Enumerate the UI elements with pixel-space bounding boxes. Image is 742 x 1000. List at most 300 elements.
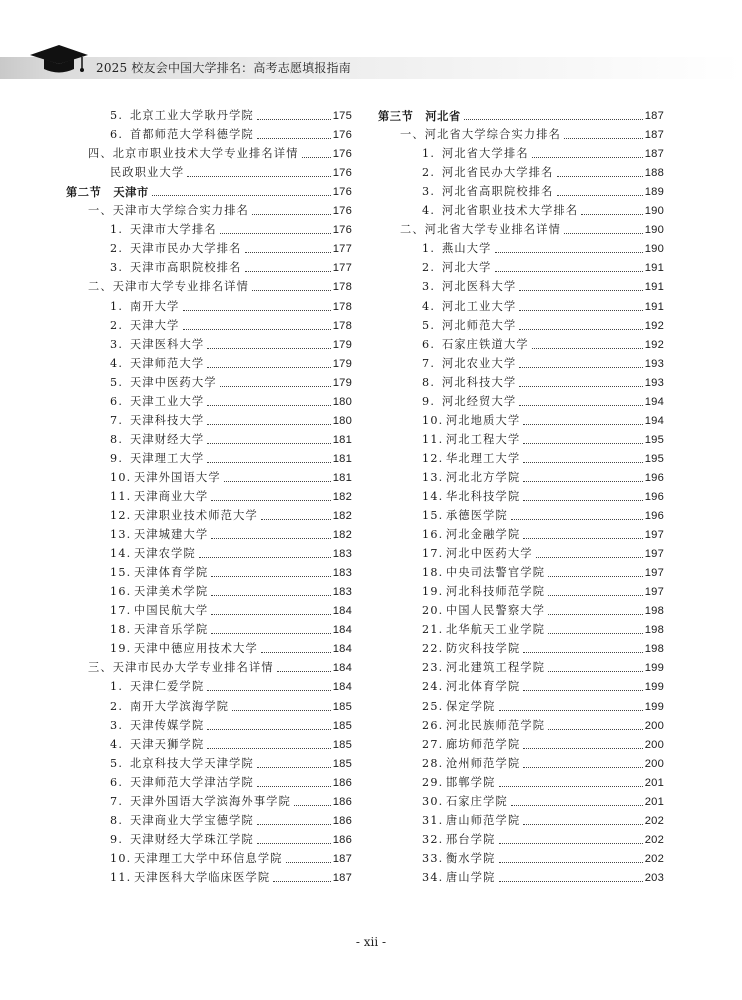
toc-entry-label: 天津市高职院校排名 <box>130 261 242 275</box>
toc-entry-label: 天津仁爱学院 <box>130 680 205 694</box>
toc-entry-number: 13. <box>110 528 132 542</box>
toc-entry-title <box>66 852 283 866</box>
toc-entry-number: 8. <box>110 813 124 827</box>
dot-leader <box>273 881 330 882</box>
toc-page-number: 200 <box>644 719 664 732</box>
toc-entry-label: 北京工业大学耿丹学院 <box>130 109 254 123</box>
toc-page-number: 185 <box>332 700 352 713</box>
toc-page-number: 177 <box>332 262 352 275</box>
toc-page-number: 184 <box>332 624 352 637</box>
toc-entry <box>378 847 664 866</box>
toc-entry <box>66 694 352 713</box>
toc-entry-label: 天津师范大学津沽学院 <box>130 775 254 789</box>
toc-entry-label: 河北农业大学 <box>442 356 517 370</box>
toc-entry-number: 34. <box>422 870 444 884</box>
toc-page-number: 182 <box>332 490 352 503</box>
toc-entry-title <box>378 109 461 123</box>
dot-leader <box>207 690 330 691</box>
toc-entry-number: 4. <box>110 737 124 751</box>
dot-leader <box>523 690 642 691</box>
toc-page-number: 181 <box>332 433 352 446</box>
dot-leader <box>499 843 643 844</box>
toc-entry-label: 河北省大学专业排名详情 <box>424 223 562 237</box>
toc-entry-title <box>378 223 561 237</box>
toc-page-number: 176 <box>332 148 352 161</box>
toc-entry <box>378 199 664 218</box>
toc-entry-number: 三、 <box>88 661 113 675</box>
toc-entry-number: 8. <box>110 432 124 446</box>
toc-entry-label: 河北民族师范学院 <box>446 718 546 732</box>
toc-entry <box>66 847 352 866</box>
toc-page-number: 193 <box>644 376 664 389</box>
toc-entry-label: 天津市民办大学专业排名详情 <box>112 661 274 675</box>
dot-leader <box>261 652 331 653</box>
toc-entry-label: 燕山大学 <box>442 242 492 256</box>
dot-leader <box>286 862 331 863</box>
toc-entry-number: 19. <box>110 642 132 656</box>
dot-leader <box>523 748 642 749</box>
toc-entry-number: 12. <box>110 509 132 523</box>
dot-leader <box>183 329 331 330</box>
toc-page-number: 186 <box>332 795 352 808</box>
toc-entry-label: 河北工程大学 <box>446 432 521 446</box>
dot-leader <box>207 405 330 406</box>
toc-entry-title <box>66 376 217 390</box>
toc-entry-label: 天津工业大学 <box>130 394 205 408</box>
toc-entry-title <box>378 509 508 523</box>
toc-entry-number: 1. <box>110 680 124 694</box>
dot-leader <box>548 595 643 596</box>
toc-entry <box>378 580 664 599</box>
toc-entry-number: 3. <box>422 280 436 294</box>
toc-entry-title <box>378 852 496 866</box>
toc-entry-title <box>378 433 520 447</box>
toc-entry-number: 14. <box>422 489 444 503</box>
toc-page-number: 180 <box>332 414 352 427</box>
dot-leader <box>523 767 642 768</box>
toc-entry-number: 13. <box>422 470 444 484</box>
toc-entry-number: 11. <box>422 432 444 446</box>
dot-leader <box>548 729 643 730</box>
toc-page-number: 199 <box>644 681 664 694</box>
toc-entry <box>378 104 664 123</box>
toc-entry-number: 3. <box>110 337 124 351</box>
dot-leader <box>277 671 331 672</box>
toc-entry-label: 南开大学滨海学院 <box>130 699 230 713</box>
toc-entry-title <box>378 261 492 275</box>
toc-entry-number: 7. <box>422 356 436 370</box>
toc-entry-title <box>66 452 204 466</box>
toc-entry-label: 河北科技大学 <box>442 375 517 389</box>
toc-entry-number: 4. <box>422 204 436 218</box>
toc-entry-number: 28. <box>422 756 444 770</box>
toc-entry-label: 河北医科大学 <box>442 280 517 294</box>
dot-leader <box>257 824 331 825</box>
toc-entry-number: 4. <box>422 299 436 313</box>
toc-entry-number: 1. <box>110 299 124 313</box>
toc-page-number: 195 <box>644 433 664 446</box>
toc-entry-title <box>66 776 254 790</box>
toc-entry-label: 天津天狮学院 <box>130 737 205 751</box>
dot-leader <box>499 710 643 711</box>
toc-page-number: 184 <box>332 662 352 675</box>
dot-leader <box>536 557 643 558</box>
toc-entry <box>378 485 664 504</box>
toc-entry-title <box>66 661 274 675</box>
toc-entry-title <box>378 376 516 390</box>
toc-entry-number: 18. <box>110 623 132 637</box>
toc-entry-label: 天津市大学专业排名详情 <box>112 280 250 294</box>
dot-leader <box>548 614 643 615</box>
toc-page-number: 179 <box>332 376 352 389</box>
toc-entry-title <box>66 414 204 428</box>
toc-entry-label: 河北省高职院校排名 <box>442 185 554 199</box>
toc-entry-label: 河北省职业技术大学排名 <box>442 204 579 218</box>
toc-entry-number: 3. <box>422 185 436 199</box>
toc-entry <box>66 733 352 752</box>
dot-leader <box>557 195 643 196</box>
toc-left-column <box>66 104 352 885</box>
toc-page-number: 187 <box>332 871 352 884</box>
dot-leader <box>211 576 330 577</box>
toc-page-number: 198 <box>644 643 664 656</box>
toc-page-number: 190 <box>644 205 664 218</box>
dot-leader <box>523 500 642 501</box>
toc-entry-number: 3. <box>110 261 124 275</box>
toc-entry-number: 5. <box>110 375 124 389</box>
toc-entry <box>66 714 352 733</box>
toc-entry <box>66 504 352 523</box>
toc-entry-label: 天津医科大学临床医学院 <box>134 870 271 884</box>
toc-page-number: 176 <box>332 167 352 180</box>
toc-entry <box>378 752 664 771</box>
toc-entry-number: 9. <box>110 832 124 846</box>
toc-page-number: 198 <box>644 605 664 618</box>
toc-entry <box>66 294 352 313</box>
toc-page-number: 176 <box>332 224 352 237</box>
dot-leader <box>220 386 331 387</box>
toc-entry-title <box>378 204 578 218</box>
toc-page-number: 184 <box>332 605 352 618</box>
toc-entry-title <box>66 433 204 447</box>
dot-leader <box>523 824 642 825</box>
toc-page-number: 176 <box>332 205 352 218</box>
toc-entry-title <box>378 814 520 828</box>
dot-leader <box>199 557 331 558</box>
toc-entry-title <box>66 166 184 180</box>
toc-entry-title <box>66 604 208 618</box>
toc-page-number: 196 <box>644 471 664 484</box>
toc-entry-number: 6. <box>110 394 124 408</box>
toc-entry <box>66 352 352 371</box>
toc-page-number: 181 <box>332 452 352 465</box>
toc-entry-label: 天津师范大学 <box>130 356 205 370</box>
toc-entry-label: 河北省大学综合实力排名 <box>424 128 562 142</box>
toc-entry-title <box>66 490 208 504</box>
dot-leader <box>211 614 330 615</box>
toc-right-column <box>378 104 664 885</box>
toc-entry-number: 二、 <box>88 280 113 294</box>
toc-entry-label: 北京科技大学天津学院 <box>130 756 254 770</box>
toc-entry-label: 沧州师范学院 <box>446 756 521 770</box>
toc-entry-title <box>66 509 258 523</box>
toc-page-number: 183 <box>332 586 352 599</box>
toc-page-number: 199 <box>644 662 664 675</box>
toc-page-number: 182 <box>332 529 352 542</box>
toc-entry <box>66 675 352 694</box>
toc-entry <box>378 790 664 809</box>
toc-entry-title <box>378 547 533 561</box>
toc-entry-label: 天津传媒学院 <box>130 718 205 732</box>
toc-entry <box>378 333 664 352</box>
toc-entry-label: 天津市 <box>113 185 149 200</box>
dot-leader <box>152 195 331 196</box>
dot-leader <box>232 710 331 711</box>
toc-entry-title <box>378 185 554 199</box>
toc-entry <box>378 294 664 313</box>
toc-entry-title <box>378 300 516 314</box>
toc-entry-number: 4. <box>110 356 124 370</box>
toc-entry-title <box>66 338 204 352</box>
toc-entry-label: 民政职业大学 <box>110 166 185 180</box>
toc-entry-title <box>378 357 516 371</box>
toc-entry-label: 天津财经大学珠江学院 <box>130 832 254 846</box>
toc-entry-title <box>66 642 258 656</box>
toc-page-number: 187 <box>332 852 352 865</box>
toc-page-number: 196 <box>644 490 664 503</box>
dot-leader <box>207 748 330 749</box>
toc-entry-number: 6. <box>422 337 436 351</box>
toc-entry <box>66 523 352 542</box>
toc-entry-title <box>378 414 520 428</box>
toc-entry-label: 邢台学院 <box>446 832 496 846</box>
toc-entry <box>66 180 352 199</box>
toc-entry-number: 11. <box>110 489 132 503</box>
toc-page-number: 198 <box>644 624 664 637</box>
toc-entry <box>66 561 352 580</box>
toc-entry-number: 二、 <box>400 223 425 237</box>
toc-entry-label: 河北经贸大学 <box>442 394 517 408</box>
toc-entry <box>378 275 664 294</box>
dot-leader <box>464 119 643 120</box>
toc-entry-label: 天津美术学院 <box>134 585 209 599</box>
toc-entry-number: 17. <box>422 547 444 561</box>
toc-entry <box>66 237 352 256</box>
toc-page-number: 183 <box>332 548 352 561</box>
toc-entry-label: 天津职业技术师范大学 <box>134 509 258 523</box>
toc-entry-number: 6. <box>110 775 124 789</box>
toc-entry-number: 3. <box>110 718 124 732</box>
toc-entry <box>66 580 352 599</box>
toc-entry-title <box>66 280 249 294</box>
dot-leader <box>302 157 331 158</box>
toc-entry-label: 承德医学院 <box>446 509 508 523</box>
toc-page-number: 192 <box>644 319 664 332</box>
toc-page-number: 202 <box>644 852 664 865</box>
dot-leader <box>499 881 643 882</box>
toc-entry <box>378 466 664 485</box>
dot-leader <box>252 214 331 215</box>
toc-entry-title <box>378 738 520 752</box>
toc-entry-title <box>66 871 270 885</box>
toc-page-number: 185 <box>332 738 352 751</box>
toc-entry-title <box>66 242 242 256</box>
toc-entry-title <box>378 319 516 333</box>
toc-entry-number: 6. <box>110 128 124 142</box>
toc-entry-title <box>378 757 520 771</box>
toc-entry-title <box>66 623 208 637</box>
toc-entry-label: 河北中医药大学 <box>446 547 533 561</box>
toc-entry-title <box>66 566 208 580</box>
toc-entry-title <box>378 661 545 675</box>
toc-entry-label: 河北大学 <box>442 261 492 275</box>
toc-entry-label: 河北省大学排名 <box>442 147 529 161</box>
toc-page-number: 186 <box>332 776 352 789</box>
toc-page-number: 187 <box>644 148 664 161</box>
toc-entry-number: 8. <box>422 375 436 389</box>
dot-leader <box>207 462 330 463</box>
toc-entry <box>66 447 352 466</box>
toc-entry-number: 15. <box>110 566 132 580</box>
dot-leader <box>523 443 642 444</box>
toc-entry <box>378 123 664 142</box>
toc-entry-label: 华北理工大学 <box>446 451 521 465</box>
toc-page-number: 182 <box>332 510 352 523</box>
toc-page-number: 194 <box>644 414 664 427</box>
toc-entry <box>66 752 352 771</box>
toc-entry-label: 邯郸学院 <box>446 775 496 789</box>
toc-page-number: 201 <box>644 795 664 808</box>
toc-entry-label: 河北体育学院 <box>446 680 521 694</box>
toc-entry-title <box>378 490 520 504</box>
toc-entry-label: 中国人民警察大学 <box>446 604 546 618</box>
toc-entry <box>378 142 664 161</box>
toc-entry-title <box>66 185 149 199</box>
toc-entry-number: 第二节 <box>66 185 102 200</box>
toc-page-number: 191 <box>644 281 664 294</box>
toc-entry-number: 9. <box>422 394 436 408</box>
toc-entry-title <box>378 623 545 637</box>
toc-entry-title <box>378 700 496 714</box>
page-number: - xii - <box>355 935 387 949</box>
toc-entry-label: 天津城建大学 <box>134 528 209 542</box>
toc-page-number: 202 <box>644 833 664 846</box>
toc-page-number: 178 <box>332 281 352 294</box>
toc-entry-label: 天津音乐学院 <box>134 623 209 637</box>
toc-page-number: 195 <box>644 452 664 465</box>
toc-entry-label: 天津商业大学宝德学院 <box>130 813 254 827</box>
toc-entry-title <box>378 166 554 180</box>
toc-entry-number: 7. <box>110 413 124 427</box>
toc-entry <box>66 104 352 123</box>
dot-leader <box>211 500 330 501</box>
toc-entry-number: 一、 <box>400 128 425 142</box>
toc-page-number: 188 <box>644 167 664 180</box>
toc-entry <box>378 542 664 561</box>
toc-entry-label: 天津财经大学 <box>130 432 205 446</box>
toc-page-number: 176 <box>332 129 352 142</box>
toc-entry-number: 15. <box>422 509 444 523</box>
toc-entry-title <box>378 776 496 790</box>
toc-entry-title <box>66 357 204 371</box>
dot-leader <box>211 595 330 596</box>
toc-entry <box>378 237 664 256</box>
toc-entry-number: 27. <box>422 737 444 751</box>
toc-page-number: 196 <box>644 510 664 523</box>
toc-entry <box>66 618 352 637</box>
toc-entry-number: 33. <box>422 851 444 865</box>
toc-entry-number: 20. <box>422 604 444 618</box>
toc-entry <box>378 694 664 713</box>
toc-entry <box>66 809 352 828</box>
dot-leader <box>523 538 642 539</box>
toc-entry <box>66 333 352 352</box>
toc-page-number: 186 <box>332 814 352 827</box>
toc-page-number: 200 <box>644 757 664 770</box>
dot-leader <box>257 843 331 844</box>
toc-entry <box>378 618 664 637</box>
toc-entry-title <box>378 395 516 409</box>
toc-entry <box>378 599 664 618</box>
toc-entry <box>378 828 664 847</box>
toc-entry-label: 防灾科技学院 <box>446 642 521 656</box>
dot-leader <box>499 786 643 787</box>
dot-leader <box>519 367 642 368</box>
toc-entry <box>66 790 352 809</box>
dot-leader <box>220 233 331 234</box>
toc-page-number: 200 <box>644 738 664 751</box>
toc-entry-number: 9. <box>110 451 124 465</box>
toc-entry-number: 一、 <box>88 204 113 218</box>
toc-entry-title <box>66 300 180 314</box>
dot-leader <box>245 271 331 272</box>
toc-entry-title <box>378 338 529 352</box>
toc-page-number: 178 <box>332 300 352 313</box>
toc-page-number: 199 <box>644 700 664 713</box>
dot-leader <box>224 481 331 482</box>
toc-entry <box>378 809 664 828</box>
toc-entry <box>66 637 352 656</box>
toc-page-number: 180 <box>332 395 352 408</box>
toc-entry-title <box>378 833 496 847</box>
toc-entry <box>378 656 664 675</box>
toc-entry <box>378 371 664 390</box>
toc-entry <box>378 733 664 752</box>
toc-page-number: 189 <box>644 186 664 199</box>
toc-entry-number: 5. <box>110 756 124 770</box>
toc-page-number: 187 <box>644 110 664 123</box>
header-title: 2025 校友会中国大学排名：高考志愿填报指南 <box>96 61 351 75</box>
dot-leader <box>183 310 331 311</box>
toc-entry-title <box>378 642 520 656</box>
toc-entry-title <box>66 738 204 752</box>
toc-entry-title <box>378 719 545 733</box>
toc-entry <box>378 561 664 580</box>
toc-page-number: 193 <box>644 357 664 370</box>
dot-leader <box>245 252 331 253</box>
toc-entry-title <box>66 757 254 771</box>
toc-entry-label: 河北师范大学 <box>442 318 517 332</box>
toc-entry-title <box>66 680 204 694</box>
toc-entry <box>378 714 664 733</box>
dot-leader <box>523 652 642 653</box>
dot-leader <box>519 386 642 387</box>
toc-entry-label: 中国民航大学 <box>134 604 209 618</box>
toc-entry-number: 18. <box>422 566 444 580</box>
dot-leader <box>511 519 643 520</box>
toc-entry-number: 22. <box>422 642 444 656</box>
toc-entry <box>66 485 352 504</box>
